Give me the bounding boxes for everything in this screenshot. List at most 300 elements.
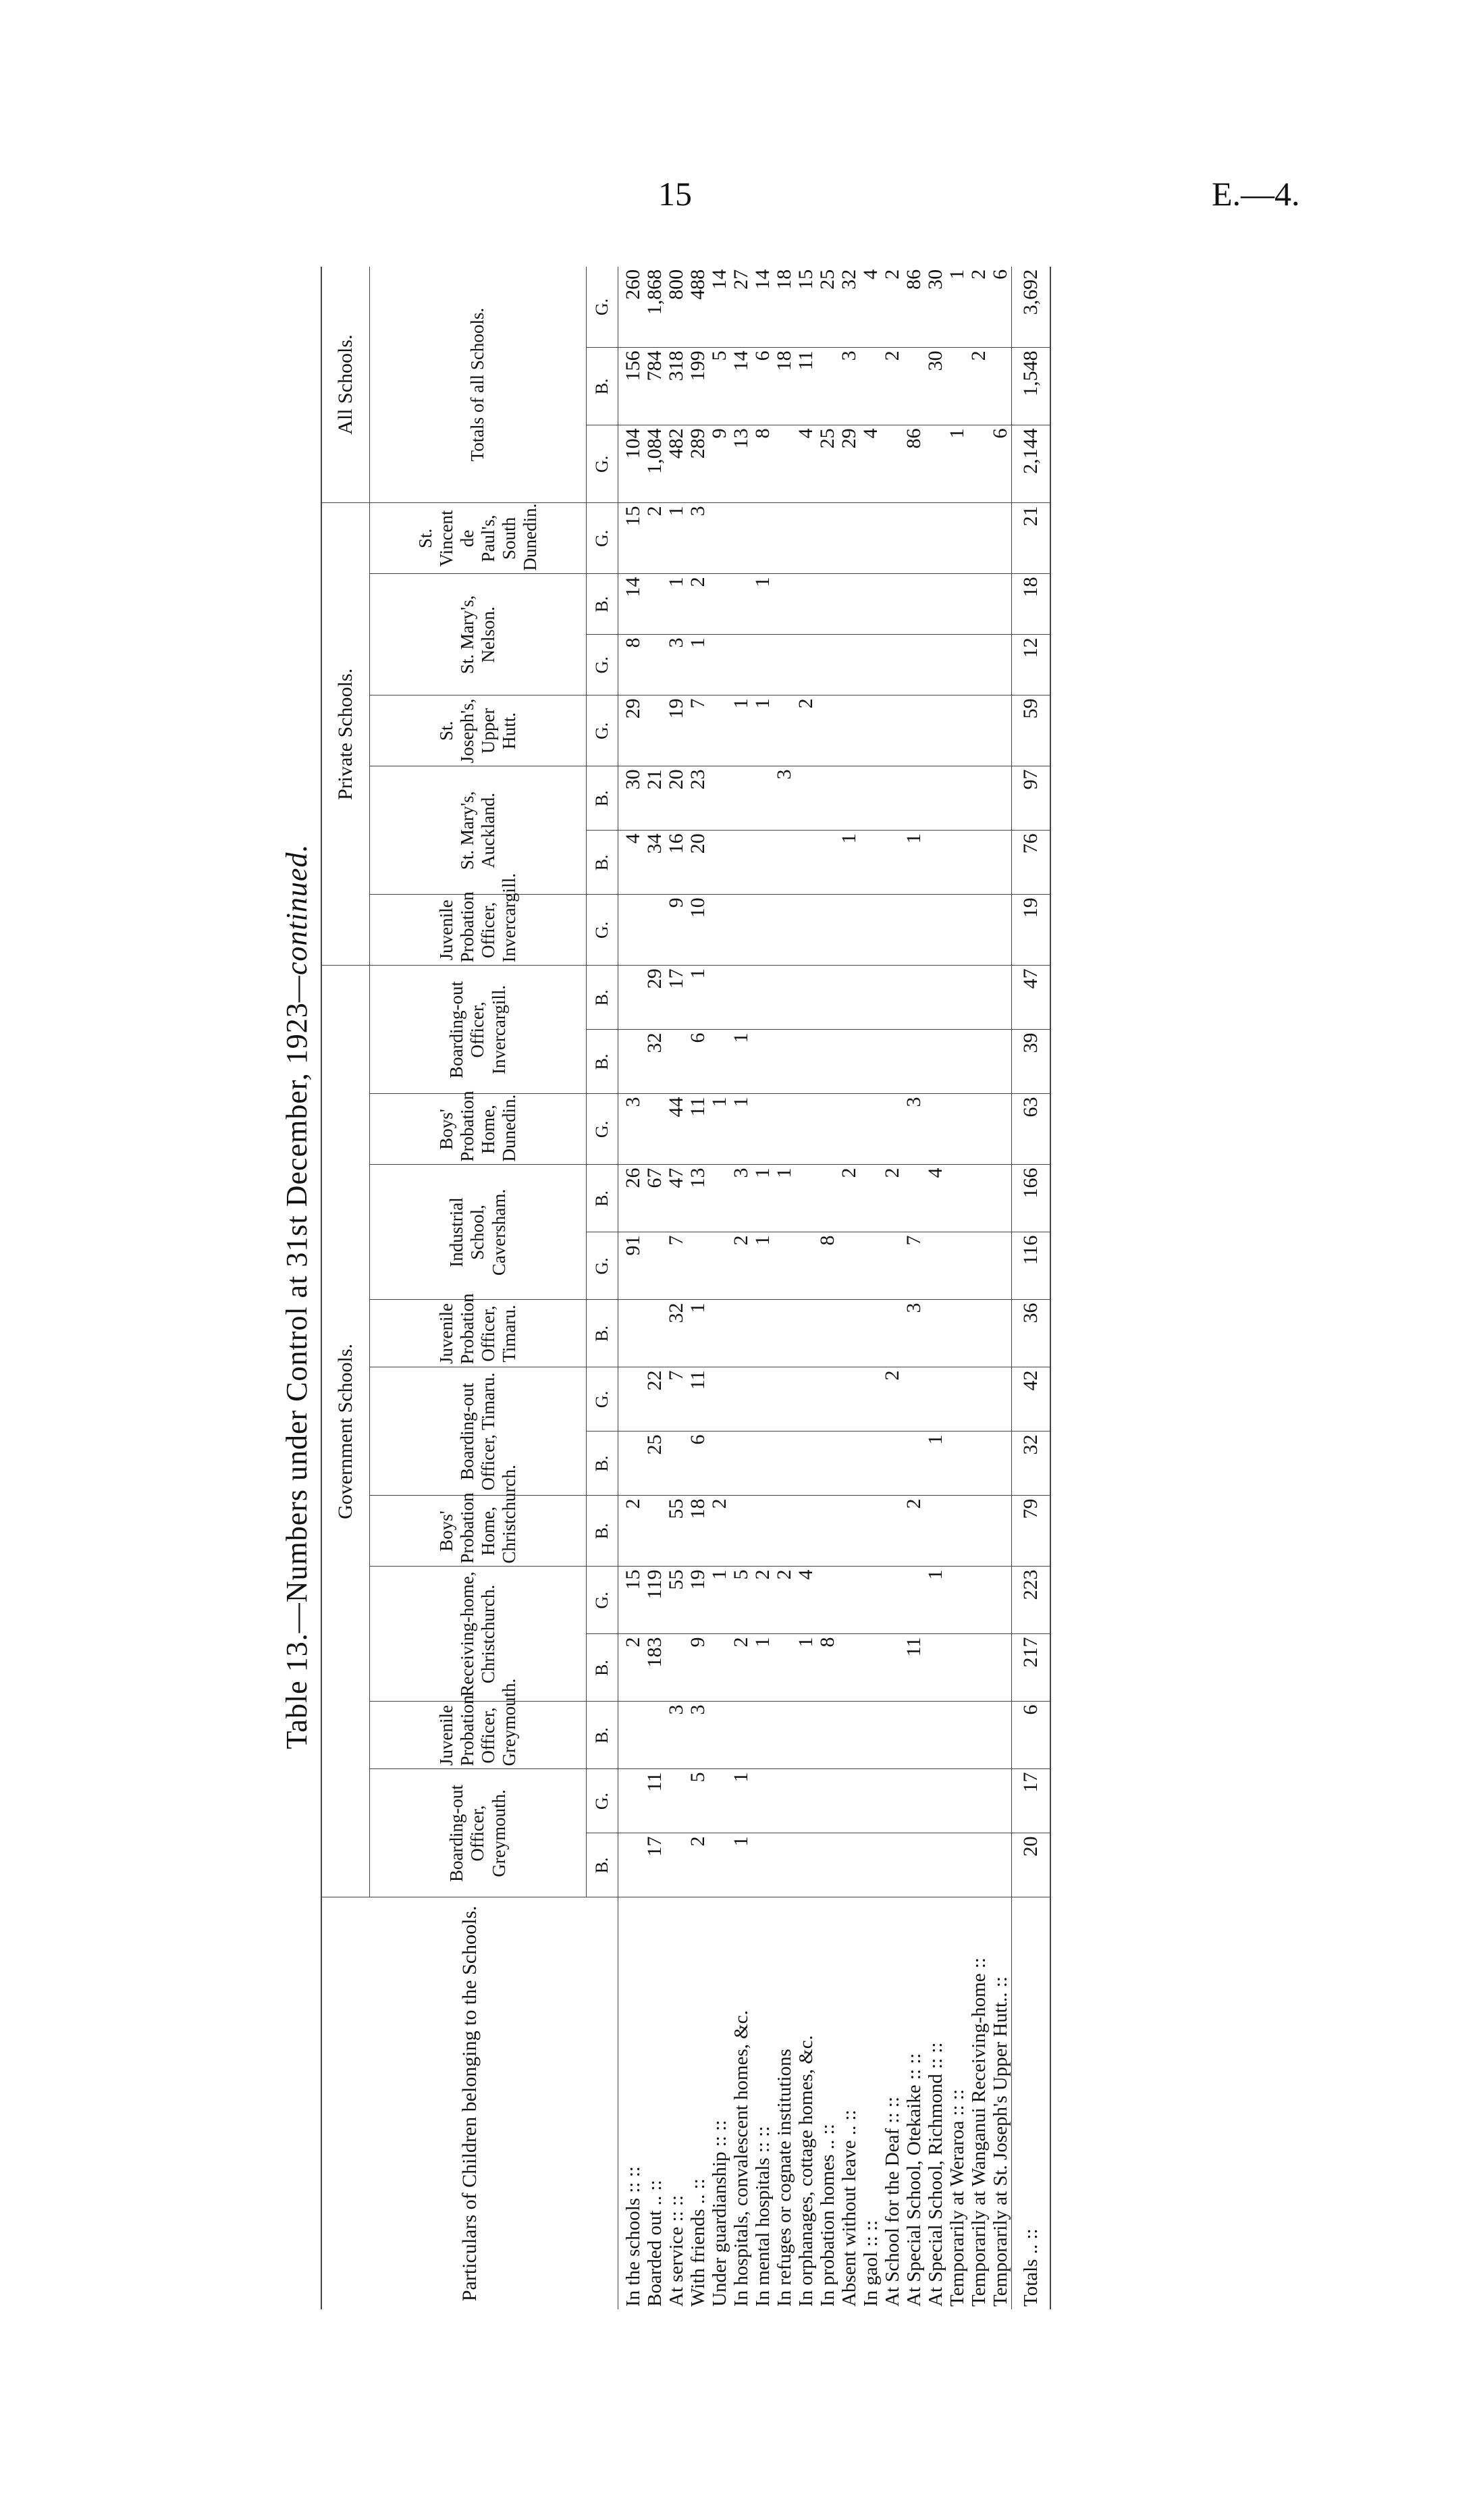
table-cell [925,695,946,766]
table-cell [752,1367,774,1432]
table-cell: 21 [644,766,666,831]
table-cell [990,966,1012,1030]
table-cell [730,574,752,635]
total-cell: 217 [1012,1634,1051,1702]
row-label-text: Under guardianship [709,2151,730,2307]
table-cell [817,1432,838,1496]
table-cell [990,695,1012,766]
table-cell: 1 [903,831,925,895]
table-cell: 15 [618,503,645,574]
table-cell: 11 [795,348,817,425]
table-cell [644,635,666,695]
total-cell: 223 [1012,1567,1051,1634]
table-cell [968,695,990,766]
table-cell [946,1634,968,1702]
table-cell [903,966,925,1030]
table-cell [882,1300,903,1367]
table-cell [990,1367,1012,1432]
table-cell: 104 [618,425,645,503]
table-cell [774,503,795,574]
table-cell: 1,084 [644,425,666,503]
table-cell [946,1432,968,1496]
table-cell [752,1496,774,1567]
table-cell [968,895,990,966]
total-cell: 79 [1012,1496,1051,1567]
table-cell: 5 [709,348,730,425]
inst-header: St. Vincent de Paul's, South Dunedin. [370,503,587,574]
table-cell [774,1232,795,1300]
sex-header: G. [587,1232,618,1300]
table-cell: 1 [946,425,968,503]
table-row [709,267,730,2309]
table-cell [752,966,774,1030]
table-cell [925,1702,946,1769]
table-cell: 2 [644,503,666,574]
table-cell [709,966,730,1030]
table-cell [946,831,968,895]
table-cell: 6 [687,1030,709,1094]
table-cell: 29 [838,425,860,503]
table-cell [774,1702,795,1769]
table-cell [990,1567,1012,1634]
row-label-text: In refuges or cognate institutions [774,2049,795,2307]
table-cell [709,1432,730,1496]
total-cell: 166 [1012,1165,1051,1232]
table-cell [946,895,968,966]
table-cell [925,766,946,831]
table-cell [838,766,860,831]
table-cell [946,503,968,574]
table-cell: 9 [687,1634,709,1702]
row-label [644,1897,666,2309]
table-cell: 1 [709,1094,730,1165]
table-cell [990,831,1012,895]
sex-header: B. [587,574,618,635]
row-label [774,1897,795,2309]
table-cell: 1 [730,1769,752,1833]
table-cell: 4 [618,831,645,895]
all-schools-header: All Schools. [321,267,370,503]
sex-header: B. [587,766,618,831]
table-cell: 2 [838,1165,860,1232]
table-cell [730,1432,752,1496]
row-label-leader: :: :: [666,2195,687,2222]
table-cell: 1 [709,1567,730,1634]
table-cell: 2 [882,1367,903,1432]
sex-header: B. [587,1634,618,1702]
table-cell [903,766,925,831]
table-cell: 5 [687,1769,709,1833]
table-cell: 16 [666,831,687,895]
table-cell: 199 [687,348,709,425]
table-cell [903,1432,925,1496]
report-reference: E.—4. [1212,175,1300,213]
table-cell [968,1634,990,1702]
table-cell [882,895,903,966]
table-cell [882,831,903,895]
table-cell [752,503,774,574]
table-cell [752,635,774,695]
table-cell: 119 [644,1567,666,1634]
table-cell: 2 [882,1165,903,1232]
table-cell [882,574,903,635]
total-cell: 47 [1012,966,1051,1030]
table-continued: —continued. [280,843,313,1003]
table-cell: 3 [903,1300,925,1367]
table-cell [795,503,817,574]
table-cell: 32 [666,1300,687,1367]
table-cell [795,1769,817,1833]
row-label-text: Absent without leave [838,2140,860,2307]
table-cell [838,1300,860,1367]
row-label-leader: :: :: [882,2097,903,2124]
table-cell [968,425,990,503]
sex-header: B. [587,1833,618,1897]
table-cell [860,766,882,831]
table-cell [752,1833,774,1897]
table-cell: 67 [644,1165,666,1232]
table-cell [968,1702,990,1769]
row-label-text: In gaol [860,2251,882,2307]
table-cell: 2 [730,1634,752,1702]
table-cell [860,574,882,635]
table-cell [860,503,882,574]
table-cell [882,766,903,831]
table-cell [817,966,838,1030]
row-label [752,1897,774,2309]
table-cell [946,1769,968,1833]
table-cell [817,635,838,695]
table-cell [946,574,968,635]
table-cell: 2 [882,348,903,425]
table-cell [795,1367,817,1432]
table-cell [774,1094,795,1165]
table-cell [730,766,752,831]
table-cell [946,348,968,425]
table-cell [687,1232,709,1300]
table-cell [817,1367,838,1432]
row-label [1012,1897,1051,2309]
table-cell: 11 [903,1634,925,1702]
table-row [618,267,645,2309]
table-cell [860,1634,882,1702]
table-cell [860,1769,882,1833]
sex-header: G. [587,425,618,503]
row-label [618,1897,645,2309]
table-cell [925,503,946,574]
table-row [774,267,795,2309]
table-cell [752,895,774,966]
row-label-leader: :: :: [925,2042,946,2069]
table-cell: 2 [730,1232,752,1300]
table-cell [925,966,946,1030]
table-cell: 9 [709,425,730,503]
table-cell: 1 [752,695,774,766]
total-cell: 42 [1012,1367,1051,1432]
table-cell [946,1300,968,1367]
table-cell [925,425,946,503]
row-label-leader: :: [990,1976,1011,1988]
table-cell [618,1030,645,1094]
table-cell: 183 [644,1634,666,1702]
table-cell [968,1432,990,1496]
table-cell: 23 [687,766,709,831]
table-cell: 2 [774,1567,795,1634]
table-cell [838,1030,860,1094]
table-cell: 289 [687,425,709,503]
table-cell [730,1367,752,1432]
table-cell [774,1634,795,1702]
row-label-leader: .. :: [817,2124,838,2150]
table-cell [968,635,990,695]
sex-header: G. [587,695,618,766]
table-cell [860,1300,882,1367]
table-cell [990,766,1012,831]
table-cell: 17 [666,966,687,1030]
total-cell: 63 [1012,1094,1051,1165]
table-cell: 4 [925,1165,946,1232]
table-cell [925,1300,946,1367]
sex-header: G. [587,635,618,695]
table-cell: 2 [968,348,990,425]
table-cell: 1 [838,831,860,895]
row-label-leader: :: [968,1958,990,1969]
table-cell [795,1833,817,1897]
table-cell [752,766,774,831]
table-cell: 8 [618,635,645,695]
table-cell [903,503,925,574]
table-caption [273,284,321,2309]
table-cell [860,1702,882,1769]
table-cell: 7 [903,1232,925,1300]
table-cell: 1 [925,1567,946,1634]
table-cell: 3 [687,503,709,574]
table-cell: 1 [666,574,687,635]
table-cell: 19 [687,1567,709,1634]
table-cell [730,1702,752,1769]
table-cell [644,695,666,766]
table-cell [860,1833,882,1897]
total-cell: 18 [1012,574,1051,635]
table-cell [774,966,795,1030]
table-cell [838,1833,860,1897]
table-cell: 86 [903,425,925,503]
row-label [666,1897,687,2309]
table-cell [795,766,817,831]
table-cell [774,574,795,635]
row-label-text: Temporarily at St. Joseph's Upper Hutt.. [990,1992,1011,2307]
table-cell: 9 [666,895,687,966]
inst-header: Boys' Probation Home, Christchurch. [370,1496,587,1567]
table-cell [968,1165,990,1232]
table-cell [730,895,752,966]
table-cell [774,1367,795,1432]
table-cell: 8 [817,1232,838,1300]
table-cell: 1 [687,1300,709,1367]
table-cell [709,1702,730,1769]
table-cell [817,1300,838,1367]
row-label-leader: :: :: [946,2089,968,2116]
table-row [860,267,882,2309]
table-cell [709,1300,730,1367]
table-cell: 784 [644,348,666,425]
table-cell: 44 [666,1094,687,1165]
row-label [687,1897,709,2309]
table-cell [618,1702,645,1769]
row-label [946,1897,968,2309]
table-cell [838,1367,860,1432]
table-cell [903,1030,925,1094]
table-cell: 3 [903,1094,925,1165]
sex-header: G. [587,503,618,574]
table-cell: 2 [618,1634,645,1702]
table-cell [946,1232,968,1300]
table-cell: 318 [666,348,687,425]
table-cell: 11 [644,1769,666,1833]
table-cell [795,635,817,695]
table-cell: 1 [730,1833,752,1897]
table-cell: 1 [730,695,752,766]
sex-header: G. [587,267,618,348]
table-cell [946,1030,968,1094]
row-label-text: In hospitals, convalescent homes, &c. [730,2010,752,2307]
table-cell [860,1165,882,1232]
table-cell [903,574,925,635]
government-schools-header: Government Schools. [321,966,370,1897]
table-cell: 15 [795,267,817,348]
table-cell [946,1094,968,1165]
table-cell: 18 [774,267,795,348]
table-cell [990,1432,1012,1496]
table-cell: 14 [709,267,730,348]
table-cell [968,831,990,895]
table-cell: 29 [644,966,666,1030]
table-cell [709,1030,730,1094]
table-cell: 260 [618,267,645,348]
table-cell [774,831,795,895]
table-cell [752,1702,774,1769]
table-cell [903,1769,925,1833]
table-cell: 5 [730,1567,752,1634]
table-cell: 2 [903,1496,925,1567]
row-label-text: In probation homes [817,2154,838,2307]
inst-header: Industrial School, Caversham. [370,1165,587,1300]
table-cell: 18 [774,348,795,425]
total-cell: 20 [1012,1833,1051,1897]
inst-header: Boarding-out Officer, Greymouth. [370,1769,587,1897]
table-cell [990,503,1012,574]
page-number: 15 [658,175,692,213]
table-cell [903,1165,925,1232]
table-cell: 13 [730,425,752,503]
table-cell [752,1769,774,1833]
table-cell [730,503,752,574]
sex-header: B. [587,348,618,425]
table-cell [795,831,817,895]
table-cell [968,574,990,635]
table-cell [925,1094,946,1165]
table-cell [882,966,903,1030]
table-cell [618,895,645,966]
row-label-leader: .. :: [838,2109,860,2136]
row-label [817,1897,838,2309]
table-cell: 4 [860,425,882,503]
row-label-leader: .. :: [1020,2228,1042,2255]
table-cell [752,1030,774,1094]
table-cell: 30 [925,348,946,425]
table-cell [882,1702,903,1769]
table-cell [817,348,838,425]
row-label-text: At Special School, Otekaike [903,2084,925,2307]
table-row [990,267,1012,2309]
table-cell [860,1232,882,1300]
table-cell [903,1702,925,1769]
table-cell [795,1094,817,1165]
row-label [903,1897,925,2309]
table-cell [817,1030,838,1094]
table-cell: 1 [752,1165,774,1232]
table-cell [666,1030,687,1094]
row-label-leader: :: :: [903,2053,925,2080]
table-cell [795,574,817,635]
table-cell [925,1833,946,1897]
table-cell: 14 [752,267,774,348]
table-cell: 3 [774,766,795,831]
table-cell [644,574,666,635]
table-cell: 3 [730,1165,752,1232]
table-cell [946,1367,968,1432]
table-cell: 25 [817,425,838,503]
total-cell: 59 [1012,695,1051,766]
table-row [752,267,774,2309]
table-cell: 4 [795,425,817,503]
table-cell [990,1232,1012,1300]
table-cell [925,574,946,635]
table-cell [990,574,1012,635]
table-row [903,267,925,2309]
table-cell [946,1496,968,1567]
table-cell: 20 [666,766,687,831]
total-cell: 6 [1012,1702,1051,1769]
particulars-header: Particulars of Children belonging to the Schools. [321,1897,618,2309]
table-cell [644,1094,666,1165]
inst-header: Juvenile Probation Officer, Greymouth. [370,1702,587,1769]
table-cell [774,1432,795,1496]
table-cell: 6 [990,425,1012,503]
total-cell: 97 [1012,766,1051,831]
table-cell: 32 [838,267,860,348]
rotated-table-block [273,269,1178,2309]
row-label-leader: :: :: [860,2220,882,2247]
table-cell [774,1496,795,1567]
table-cell: 1 [687,635,709,695]
table-cell [882,1634,903,1702]
sex-header: B. [587,1702,618,1769]
table-cell [946,635,968,695]
table-cell [774,895,795,966]
table-cell [925,1634,946,1702]
table-cell [968,1030,990,1094]
table-row [817,267,838,2309]
table-cell [946,1833,968,1897]
table-cell [882,503,903,574]
table-cell [817,695,838,766]
table-cell: 86 [903,267,925,348]
table-cell [795,1432,817,1496]
table-cell [990,348,1012,425]
table-cell [709,1367,730,1432]
inst-header: Boys' Probation Home, Dunedin. [370,1094,587,1165]
